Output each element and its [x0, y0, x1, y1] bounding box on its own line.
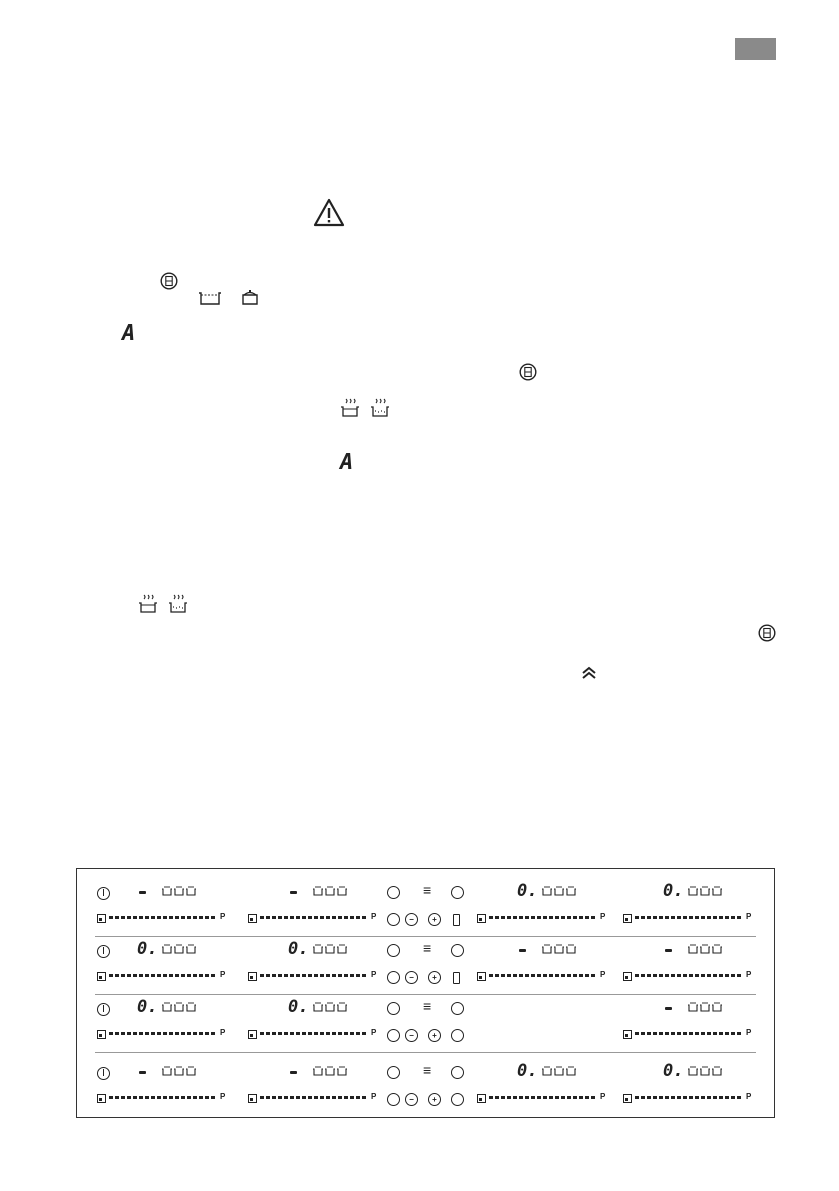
zone-display-dash [665, 949, 672, 952]
zone-display-digit: 0. [137, 997, 158, 1017]
cooking-zone-controls [93, 1057, 243, 1115]
scale-p-label: P [220, 912, 226, 921]
lock-key-icon [388, 945, 399, 956]
central-controls [383, 935, 473, 993]
cookware-symbols-icon [312, 1002, 348, 1012]
control-panel-figure [76, 868, 775, 1118]
lock-key[interactable] [387, 886, 400, 899]
plus-key[interactable] [428, 1093, 441, 1106]
timer-display: ≡ [423, 940, 432, 956]
auto-segment-display: A [340, 450, 354, 475]
cooking-zone-controls [473, 1057, 623, 1115]
zone-slider-key[interactable] [623, 914, 632, 923]
zone-slider-key[interactable] [477, 914, 486, 923]
power-level-scale[interactable] [109, 1032, 217, 1035]
power-level-scale[interactable] [635, 974, 743, 977]
plus-label: + [432, 915, 437, 924]
zone-display-digit: 0. [137, 939, 158, 959]
minus-label: − [409, 1031, 414, 1040]
central-controls [383, 1057, 473, 1115]
scale-p-label: P [371, 1028, 377, 1037]
power-level-scale[interactable] [260, 1032, 368, 1035]
bridge-key[interactable] [387, 913, 400, 926]
zone-display-digit: 0. [288, 939, 309, 959]
cookware-symbols-icon [161, 1066, 197, 1076]
zone-display-dash [519, 949, 526, 952]
zone-display-digit: 0. [517, 881, 538, 901]
minus-key[interactable] [405, 1093, 418, 1106]
bridge-key[interactable] [387, 971, 400, 984]
timer-display: ≡ [423, 998, 432, 1014]
minus-key[interactable] [405, 1029, 418, 1042]
cookware-symbols-icon [541, 1066, 577, 1076]
power-button[interactable] [97, 945, 110, 958]
language-tab [735, 38, 776, 60]
scale-p-label: P [746, 970, 752, 979]
cookware-symbols-icon [161, 1002, 197, 1012]
cooking-zone-controls [619, 935, 769, 993]
zone-display-digit: 0. [288, 997, 309, 1017]
scale-p-label: P [600, 912, 606, 921]
zone-slider-key[interactable] [623, 1030, 632, 1039]
cookware-symbols-icon [541, 944, 577, 954]
steaming-pot-icon [340, 398, 360, 418]
bridge-key[interactable] [387, 1029, 400, 1042]
power-level-scale[interactable] [489, 974, 597, 977]
bridge-key-icon [519, 363, 537, 381]
power-level-scale[interactable] [109, 974, 217, 977]
cooking-zone-controls [244, 935, 394, 993]
cookware-symbols-icon [312, 944, 348, 954]
zone-slider-key[interactable] [97, 1094, 106, 1103]
central-controls [383, 877, 473, 935]
timer-zone-key[interactable] [453, 914, 460, 926]
power-level-scale[interactable] [635, 1096, 743, 1099]
power-level-scale[interactable] [260, 1096, 368, 1099]
steaming-pot-icon [370, 398, 390, 418]
auto-segment-display: A [122, 321, 136, 346]
zone-slider-key[interactable] [248, 972, 257, 981]
cooking-zone-controls [93, 877, 243, 935]
scale-p-label: P [220, 970, 226, 979]
timer-display: ≡ [423, 1062, 432, 1078]
zone-display-digit: 0. [663, 1061, 684, 1081]
cooking-zone-controls [473, 877, 623, 935]
cookware-symbols-icon [687, 1002, 723, 1012]
power-level-scale[interactable] [489, 1096, 597, 1099]
warning-triangle-icon [313, 198, 345, 228]
pause-key[interactable] [451, 944, 464, 957]
scale-p-label: P [746, 1028, 752, 1037]
cooking-zone-controls [473, 935, 623, 993]
power-button[interactable] [97, 1003, 110, 1016]
zone-slider-key[interactable] [97, 914, 106, 923]
boost-chevrons-icon [581, 665, 597, 681]
cooking-zone-controls [244, 993, 394, 1051]
cookware-symbols-icon [161, 886, 197, 896]
cooking-zone-controls [619, 877, 769, 935]
cookware-symbols-icon [687, 1066, 723, 1076]
cookware-symbols-icon [687, 944, 723, 954]
minus-label: − [409, 915, 414, 924]
zone-slider-key[interactable] [248, 914, 257, 923]
plus-key[interactable] [428, 913, 441, 926]
round-pot-icon [241, 289, 259, 305]
pause-key[interactable] [451, 886, 464, 899]
power-level-scale[interactable] [635, 1032, 743, 1035]
cooking-zone-controls [619, 1057, 769, 1115]
lock-key[interactable] [387, 1002, 400, 1015]
zone-display-dash [665, 1007, 672, 1010]
scale-p-label: P [220, 1028, 226, 1037]
cooking-zone-controls [93, 993, 243, 1051]
scale-p-label: P [600, 970, 606, 979]
zone-slider-key[interactable] [97, 1030, 106, 1039]
rectangular-pan-icon [198, 291, 222, 305]
zone-display-digit: 0. [663, 881, 684, 901]
power-level-scale[interactable] [260, 974, 368, 977]
scale-p-label: P [220, 1092, 226, 1101]
bridge-zone-key[interactable] [451, 1093, 464, 1106]
lock-key-icon [388, 1003, 399, 1014]
cookware-symbols-icon [312, 1066, 348, 1076]
minus-key[interactable] [405, 971, 418, 984]
zone-display-dash [290, 891, 297, 894]
zone-slider-key[interactable] [477, 1094, 486, 1103]
power-level-scale[interactable] [489, 916, 597, 919]
plus-key[interactable] [428, 1029, 441, 1042]
minus-key[interactable] [405, 913, 418, 926]
zone-display-dash [290, 1071, 297, 1074]
lock-key[interactable] [387, 944, 400, 957]
zone-slider-key[interactable] [97, 972, 106, 981]
zone-display-digit: 0. [517, 1061, 538, 1081]
power-level-scale[interactable] [635, 916, 743, 919]
zone-slider-key[interactable] [477, 972, 486, 981]
plus-key[interactable] [428, 971, 441, 984]
pause-key[interactable] [451, 1066, 464, 1079]
zone-slider-key[interactable] [623, 972, 632, 981]
bridge-zone-key[interactable] [451, 1029, 464, 1042]
power-level-scale[interactable] [260, 916, 368, 919]
timer-zone-key[interactable] [453, 972, 460, 984]
zone-display-dash [139, 891, 146, 894]
row-divider [95, 1052, 756, 1053]
plus-label: + [432, 973, 437, 982]
power-button[interactable] [97, 887, 110, 900]
power-level-scale[interactable] [109, 1096, 217, 1099]
zone-slider-key[interactable] [623, 1094, 632, 1103]
steaming-pot-icon [138, 594, 158, 614]
power-button[interactable] [97, 1067, 110, 1080]
scale-p-label: P [746, 912, 752, 921]
cooking-zone-controls [244, 1057, 394, 1115]
zone-slider-key[interactable] [248, 1030, 257, 1039]
cooking-zone-controls [93, 935, 243, 993]
lock-key[interactable] [387, 1066, 400, 1079]
power-level-scale[interactable] [109, 916, 217, 919]
cookware-symbols-icon [161, 944, 197, 954]
scale-p-label: P [371, 1092, 377, 1101]
bridge-key-icon [160, 272, 178, 290]
timer-display: ≡ [423, 882, 432, 898]
minus-label: − [409, 973, 414, 982]
bridge-key[interactable] [387, 1093, 400, 1106]
minus-label: − [409, 1095, 414, 1104]
cooking-zone-controls [473, 993, 623, 1051]
pause-key[interactable] [451, 1002, 464, 1015]
scale-p-label: P [600, 1092, 606, 1101]
zone-display-dash [139, 1071, 146, 1074]
zone-slider-key[interactable] [248, 1094, 257, 1103]
central-controls [383, 993, 473, 1051]
cookware-symbols-icon [541, 886, 577, 896]
plus-label: + [432, 1031, 437, 1040]
scale-p-label: P [371, 912, 377, 921]
scale-p-label: P [746, 1092, 752, 1101]
lock-key-icon [388, 1067, 399, 1078]
bridge-key-icon [758, 624, 776, 642]
cooking-zone-controls [619, 993, 769, 1051]
plus-label: + [432, 1095, 437, 1104]
cookware-symbols-icon [687, 886, 723, 896]
lock-key-icon [388, 887, 399, 898]
scale-p-label: P [371, 970, 377, 979]
steaming-pot-icon [168, 594, 188, 614]
cookware-symbols-icon [312, 886, 348, 896]
cooking-zone-controls [244, 877, 394, 935]
